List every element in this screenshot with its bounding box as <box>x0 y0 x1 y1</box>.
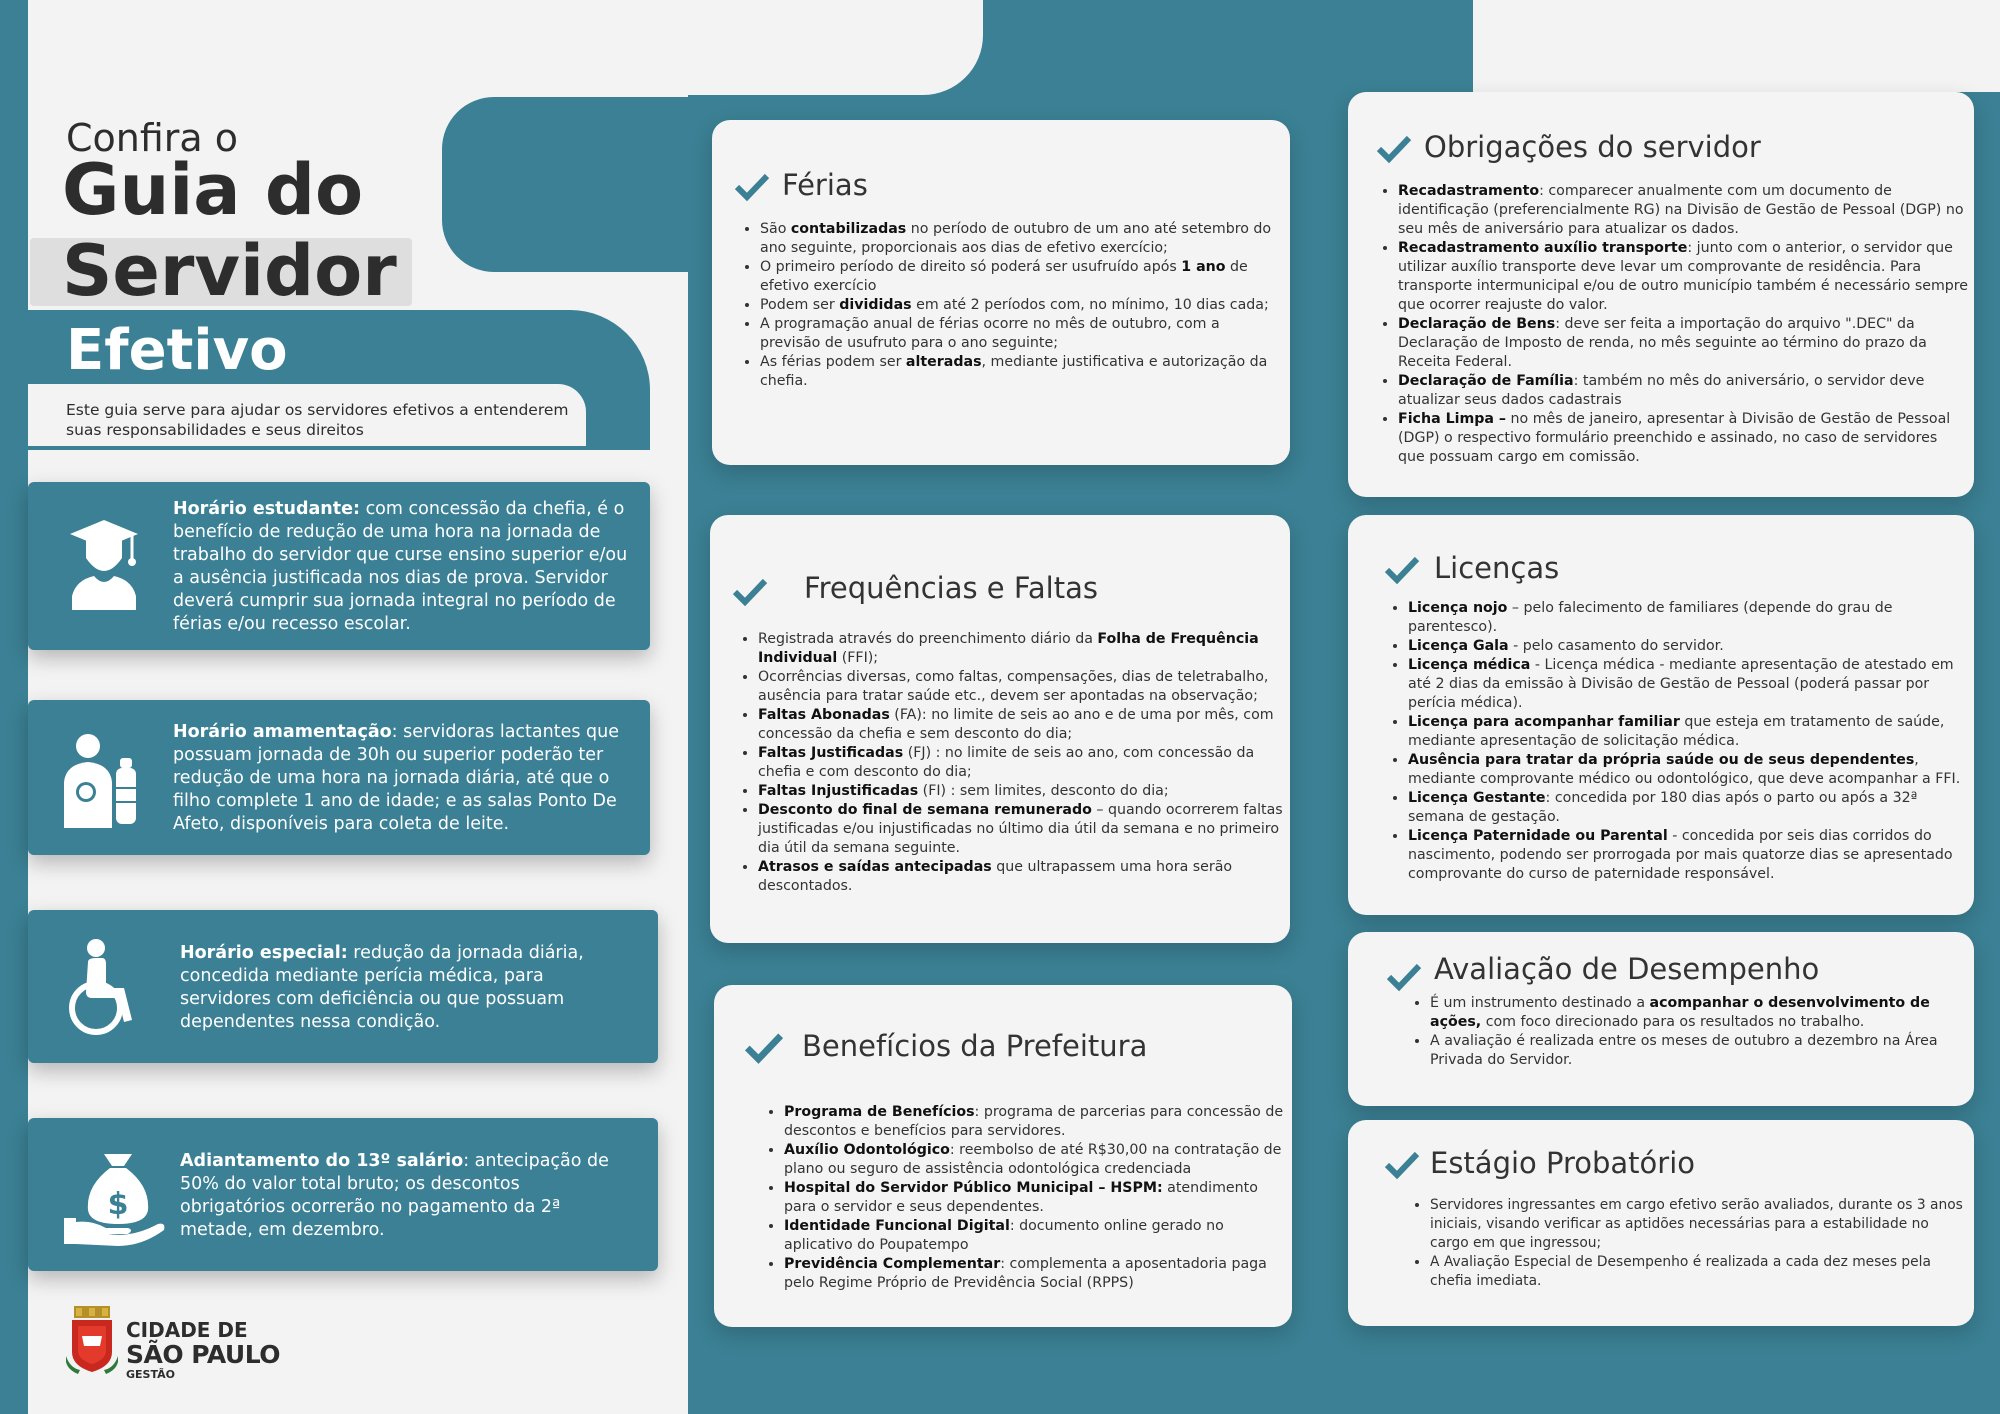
list-item: • Licença Paternidade ou Parental - concedida por seis dias corridos do nascimento, podendo ser prorrogada por mais quatorze dias se apresentado comprovante do curso de paternidade responsável. <box>1408 827 1968 884</box>
left-item-13salario <box>28 1118 658 1271</box>
list-item: • Ocorrências diversas, como faltas, compensações, dias de teletrabalho, ausência para tratar saúde etc., devem ser apontadas na observação; <box>758 668 1288 706</box>
card-ferias <box>712 120 1290 465</box>
card-ferias-title: Férias <box>782 168 868 202</box>
list-item: • É um instrumento destinado a acompanhar o desenvolvimento de ações, com foco direcionado para os resultados no trabalho. <box>1430 994 1970 1032</box>
left-item-especial <box>28 910 658 1063</box>
card-estagio <box>1348 1120 1974 1326</box>
list-item: • Atrasos e saídas antecipadas que ultrapassem uma hora serão descontados. <box>758 858 1288 896</box>
list-item: • Faltas Justificadas (FJ) : no limite de seis ao ano, com concessão da chefia e com desconto do dia; <box>758 744 1288 782</box>
list-item: • Ficha Limpa – no mês de janeiro, apresentar à Divisão de Gestão de Pessoal (DGP) o respectivo formulário preenchido e assinado, no caso de servidores que possuam cargo em comissão. <box>1398 410 1968 467</box>
list-item: • Licença para acompanhar familiar que esteja em tratamento de saúde, mediante apresentação de solicitação médica. <box>1408 713 1968 751</box>
list-item: • Auxílio Odontológico: reembolso de até R$30,00 na contratação de plano ou seguro de assistência odontológica credenciada <box>784 1141 1290 1179</box>
logo-line2: SÃO PAULO <box>126 1340 281 1369</box>
card-licencas-title: Licenças <box>1434 551 1560 585</box>
card-licencas-list <box>1388 599 1968 884</box>
card-ferias-list <box>740 220 1282 391</box>
card-obrigacoes-list <box>1378 182 1968 467</box>
left-item-estudante-text: Horário estudante: com concessão da chefia, é o benefício de redução de uma hora na jornada de trabalho do servidor que curse ensino superior e/ou a ausência justificada nos dias de prova. Servidor deverá cumprir sua jornada integral no período de férias e/ou recesso escolar. <box>173 499 628 634</box>
card-beneficios <box>714 985 1292 1327</box>
list-item: • Recadastramento auxílio transporte: junto com o anterior, o servidor que utilizar auxílio transporte deve levar um comprovante de residência. Para transporte intermunicipal e/ou de outro município também é necessário sempre que ocorrer reajuste do valor. <box>1398 239 1968 315</box>
card-beneficios-title: Benefícios da Prefeitura <box>802 1029 1148 1063</box>
card-obrigacoes <box>1348 92 1974 497</box>
wheelchair-icon <box>62 938 138 1038</box>
check-icon <box>1384 1150 1420 1180</box>
list-item: • Faltas Abonadas (FA): no limite de seis ao ano e de uma por mês, com concessão da chefia e sem desconto do dia; <box>758 706 1288 744</box>
hero-confira: Confira o <box>66 116 239 160</box>
card-obrigacoes-title: Obrigações do servidor <box>1424 130 1761 164</box>
logo <box>66 1306 306 1381</box>
card-frequencias-list <box>738 630 1288 896</box>
left-item-especial-text: Horário especial: redução da jornada diária, concedida mediante perícia médica, para servidores com deficiência ou que possuam dependentes nessa condição. <box>180 943 584 1032</box>
list-item: • Licença Gala - pelo casamento do servidor. <box>1408 637 1968 656</box>
left-item-amamentacao <box>28 700 650 855</box>
list-item: • A programação anual de férias ocorre no mês de outubro, com a previsão de usufruto para o ano seguinte; <box>760 315 1282 353</box>
list-item: • A Avaliação Especial de Desempenho é realizada a cada dez meses pela chefia imediata. <box>1430 1253 1970 1291</box>
list-item: • Declaração de Família: também no mês do aniversário, o servidor deve atualizar seus dados cadastrais <box>1398 372 1968 410</box>
left-item-amamentacao-text: Horário amamentação: servidoras lactantes que possuam jornada de 30h ou superior poderão ter redução de uma hora na jornada diária, até que o filho complete 1 ano de idade; e as salas Ponto De Afeto, disponíveis para coleta de leite. <box>173 722 619 834</box>
check-icon <box>732 577 768 607</box>
list-item: • Recadastramento: comparecer anualmente com um documento de identificação (preferencialmente RG) na Divisão de Gestão de Pessoal (DGP) no seu mês de aniversário para atualizar os dados. <box>1398 182 1968 239</box>
logo-line1: CIDADE DE <box>126 1318 248 1342</box>
card-estagio-title: Estágio Probatório <box>1430 1146 1696 1180</box>
top-light-band <box>28 0 983 95</box>
left-item-13salario-text: Adiantamento do 13º salário: antecipação de 50% do valor total bruto; os descontos obrigatórios ocorrerão no pagamento da 2ª metade, em dezembro. <box>180 1151 609 1240</box>
card-avaliacao-list <box>1410 994 1970 1070</box>
list-item: • Podem ser divididas em até 2 períodos com, no mínimo, 10 dias cada; <box>760 296 1282 315</box>
card-frequencias-title: Frequências e Faltas <box>804 571 1098 605</box>
top-right-light <box>1473 0 2000 92</box>
list-item: • Faltas Injustificadas (FI) : sem limites, desconto do dia; <box>758 782 1288 801</box>
list-item: • O primeiro período de direito só poderá ser usufruído após 1 ano de efetivo exercício <box>760 258 1282 296</box>
hero-efetivo: Efetivo <box>66 318 288 383</box>
card-estagio-list <box>1410 1196 1970 1291</box>
list-item: • Declaração de Bens: deve ser feita a importação do arquivo ".DEC" da Declaração de Imposto de renda, no mês seguinte ao término do prazo da Receita Federal. <box>1398 315 1968 372</box>
list-item: • Licença nojo – pelo falecimento de familiares (depende do grau de parentesco). <box>1408 599 1968 637</box>
check-icon <box>734 172 770 202</box>
card-licencas <box>1348 515 1974 915</box>
list-item: • Registrada através do preenchimento diário da Folha de Frequência Individual (FFI); <box>758 630 1288 668</box>
list-item: • Programa de Benefícios: programa de parcerias para concessão de descontos e benefícios para servidores. <box>784 1103 1290 1141</box>
list-item: • Hospital do Servidor Público Municipal – HSPM: atendimento para o servidor e seus dependentes. <box>784 1179 1290 1217</box>
breastfeeding-icon <box>56 732 140 828</box>
check-icon <box>1376 134 1412 164</box>
card-avaliacao <box>1348 932 1974 1106</box>
graduate-icon <box>68 518 140 610</box>
city-crest-icon <box>66 1306 118 1376</box>
left-item-estudante <box>28 482 650 650</box>
list-item: • A avaliação é realizada entre os meses de outubro a dezembro na Área Privada do Servidor. <box>1430 1032 1970 1070</box>
check-icon <box>744 1031 784 1065</box>
list-item: • Identidade Funcional Digital: documento online gerado no aplicativo do Poupatempo <box>784 1217 1290 1255</box>
svg-text:$: $ <box>107 1187 129 1222</box>
list-item: • Licença médica - Licença médica - mediante apresentação de atestado em até 2 dias da emissão à Divisão de Gestão de Pessoal (poderá passar por perícia médica). <box>1408 656 1968 713</box>
hero-intro-text: Este guia serve para ajudar os servidores efetivos a entenderem suas responsabilidades e seus direitos <box>66 401 569 439</box>
card-frequencias <box>710 515 1290 943</box>
check-icon <box>1386 962 1422 992</box>
list-item: • As férias podem ser alteradas, mediante justificativa e autorização da chefia. <box>760 353 1282 391</box>
list-item: • Desconto do final de semana remunerado – quando ocorrerem faltas justificadas e/ou injustificadas no último dia útil da semana e no primeiro dia útil da semana seguinte. <box>758 801 1288 858</box>
hero-servidor: Servidor <box>62 230 397 312</box>
list-item: • Previdência Complementar: complementa a aposentadoria paga pelo Regime Próprio de Previdência Social (RPPS) <box>784 1255 1290 1293</box>
logo-line3: GESTÃO <box>126 1368 175 1381</box>
check-icon <box>1384 555 1420 585</box>
left-edge-bar <box>0 0 28 1414</box>
list-item: • São contabilizadas no período de outubro de um ano até setembro do ano seguinte, proporcionais aos dias de efetivo exercício; <box>760 220 1282 258</box>
list-item: • Servidores ingressantes em cargo efetivo serão avaliados, durante os 3 anos iniciais, visando verificar as aptidões necessárias para a estabilidade no cargo em que ingressou; <box>1430 1196 1970 1253</box>
list-item: • Licença Gestante: concedida por 180 dias após o parto ou após a 32ª semana de gestação. <box>1408 789 1968 827</box>
hero-guia-do: Guia do <box>62 149 364 231</box>
card-beneficios-list <box>764 1103 1290 1293</box>
list-item: • Ausência para tratar da própria saúde ou de seus dependentes, mediante comprovante médico ou odontológico, que deve acompanhar a FFI. <box>1408 751 1968 789</box>
money-bag-icon <box>62 1150 168 1246</box>
card-avaliacao-title: Avaliação de Desempenho <box>1434 952 1820 986</box>
